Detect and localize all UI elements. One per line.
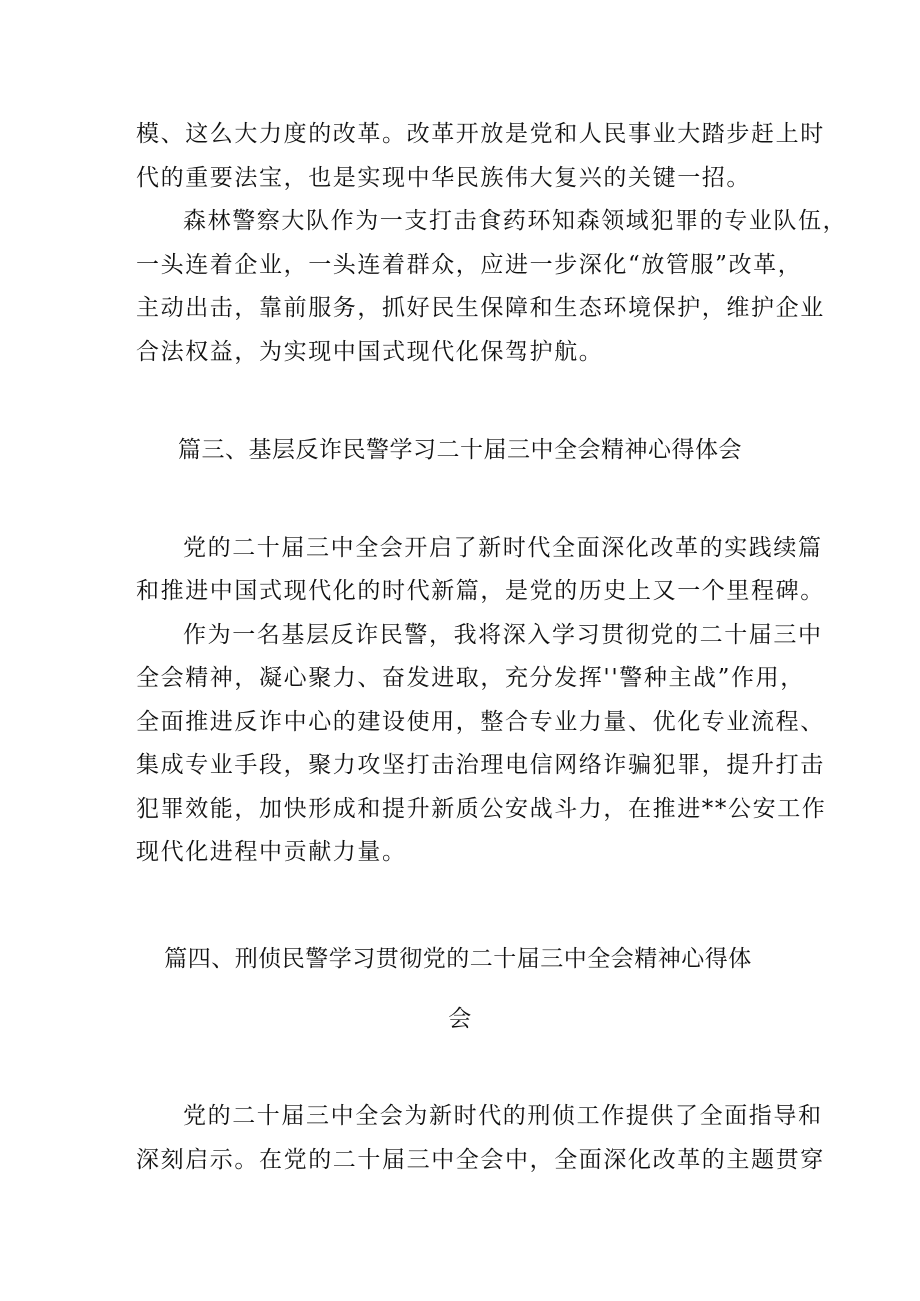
paragraph-line: 模、这么大力度的改革。改革开放是党和人民事业大踏步赶上时 — [136, 121, 825, 147]
paragraph-line: 和推进中国式现代化的时代新篇，是党的历史上又一个里程碑。 — [136, 578, 825, 604]
paragraph-line: 全会精神，凝心聚力、奋发进取，充分发挥''警种主战”作用， — [136, 665, 805, 691]
paragraph-line: 森林警察大队作为一支打击食药环知森领域犯罪的专业队伍， — [183, 208, 848, 234]
paragraph-line: 党的二十届三中全会开启了新时代全面深化改革的实践续篇 — [183, 535, 823, 561]
section-title-continued: 会 — [448, 1006, 472, 1032]
paragraph-line: 全面推进反诈中心的建设使用，整合专业力量、优化专业流程、 — [136, 709, 825, 735]
paragraph-line: 集成专业手段，聚力攻坚打击治理电信网络诈骗犯罪，提升打击 — [136, 752, 825, 778]
paragraph-line: 现代化进程中贡献力量。 — [136, 839, 407, 865]
paragraph-line: 一头连着企业，一头连着群众，应进一步深化“放管服”改革， — [136, 252, 803, 278]
paragraph-line: 深刻启示。在党的二十届三中全会中，全面深化改革的主题贯穿 — [136, 1147, 825, 1173]
paragraph-line: 作为一名基层反诈民警，我将深入学习贯彻党的二十届三中 — [183, 622, 823, 648]
paragraph-line: 代的重要法宝，也是实现中华民族伟大复兴的关键一招。 — [136, 165, 751, 191]
section-title: 篇四、刑侦民警学习贯彻党的二十届三中全会精神心得体 — [164, 946, 752, 972]
paragraph-line: 合法权益，为实现中国式现代化保驾护航。 — [136, 339, 604, 365]
paragraph-line: 主动出击，靠前服务，抓好民生保障和生态环境保护，维护企业 — [136, 295, 825, 321]
section-title: 篇三、基层反诈民警学习二十届三中全会精神心得体会 — [178, 437, 742, 463]
paragraph-line: 犯罪效能，加快形成和提升新质公安战斗力，在推进**公安工作 — [136, 796, 827, 822]
paragraph-line: 党的二十届三中全会为新时代的刑侦工作提供了全面指导和 — [183, 1103, 823, 1129]
